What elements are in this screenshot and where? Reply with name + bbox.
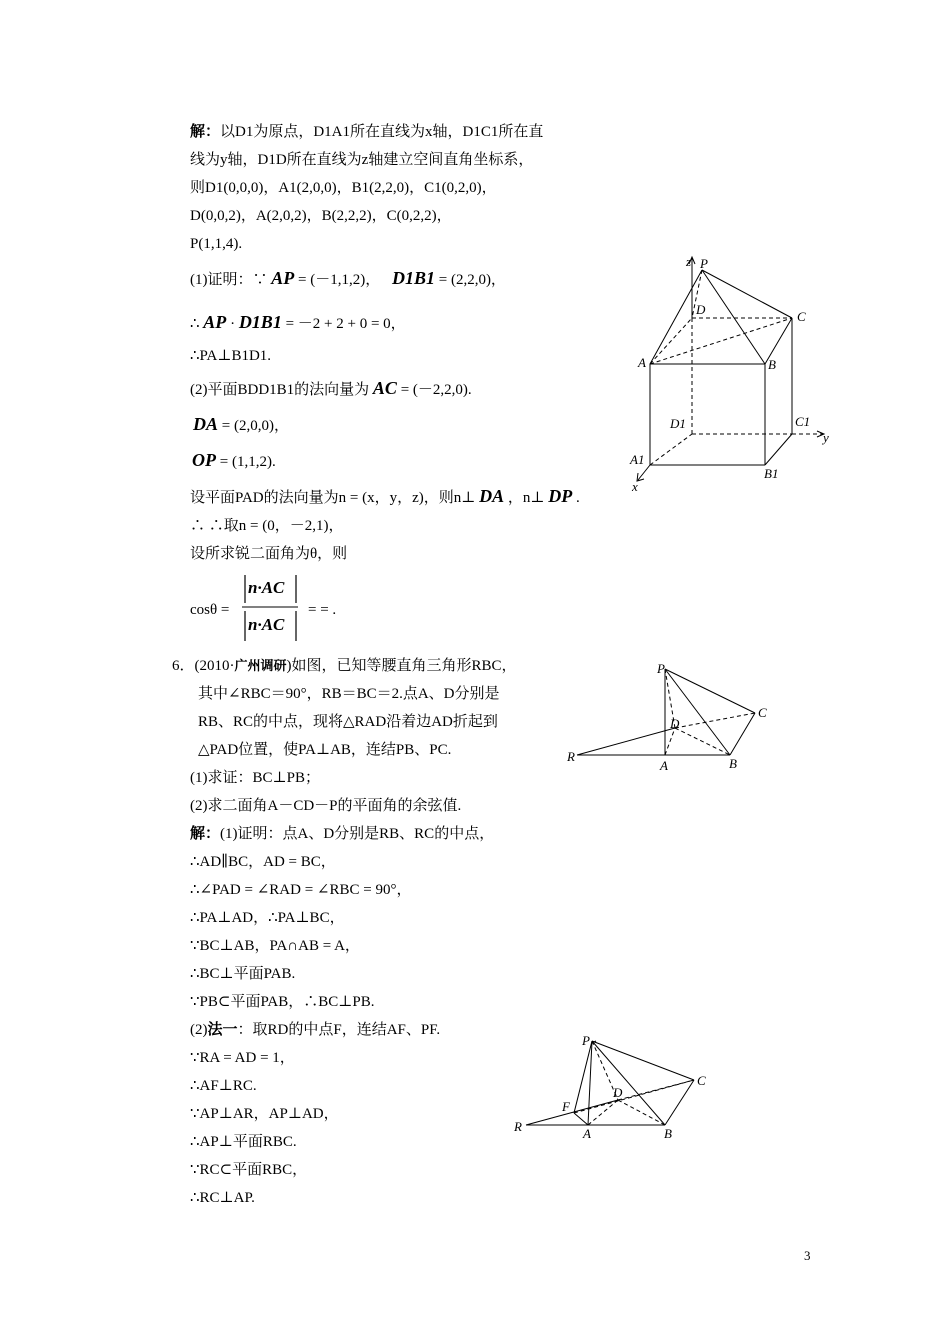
sol6-line5: ∵BC⊥AB，PA∩AB = A， [190, 938, 360, 954]
fig3-label-p: P [582, 1033, 590, 1048]
sol6-line4: ∴PA⊥AD，∴PA⊥BC， [190, 910, 345, 926]
fig1-label-d: D [696, 302, 706, 317]
folded-triangle-figure [565, 655, 790, 775]
prob6-line3: RB、RC的中点，现将△RAD沿着边AD折起到 [198, 714, 498, 730]
fig1-label-x: x [632, 479, 638, 494]
sol5-line5: P(1,1,4). [190, 236, 243, 252]
sol5-dot-product-line: ∴ AP · D1B1 = －2 + 2 + 0 = 0， [190, 312, 406, 332]
sol5-conclusion: ∴PA⊥B1D1. [190, 348, 272, 364]
fig3-label-b: B [664, 1126, 672, 1141]
sol6-line2: ∴AD∥BC，AD = BC， [190, 854, 336, 870]
sol6-line6: ∴BC⊥平面PAB. [190, 966, 296, 982]
sol6-line3: ∴∠PAD = ∠RAD = ∠RBC = 90°， [190, 882, 412, 898]
method-label: 法一 [207, 1022, 238, 1038]
fig2-label-r: R [567, 749, 575, 764]
answer-label: 解： [190, 124, 221, 140]
fig2-label-a: A [660, 758, 668, 773]
sol5-vector-da-line: DA = (2,0,0)， [193, 414, 289, 434]
sol5-normal-vector-line: 设平面PAD的法向量为n = (x，y，z)，则n⊥ DA ，n⊥ DP . [190, 486, 580, 506]
sol5-take-n-line: ∴ ∴取n = (0，－2,1)， [190, 518, 344, 534]
fig3-label-d: D [613, 1085, 623, 1100]
vector-ap: AP [203, 312, 227, 332]
problem-number: 6． [172, 658, 195, 674]
fig3-label-a: A [583, 1126, 591, 1141]
prob6-question1: (1)求证：BC⊥PB； [190, 770, 320, 786]
fig3-label-f: F [562, 1099, 570, 1114]
fig2-label-c: C [758, 705, 767, 720]
sol6-line1: 解：(1)证明：点A、D分别是RB、RC的中点， [190, 826, 495, 842]
vector-da: DA [193, 414, 219, 434]
fig1-label-c: C [797, 309, 806, 324]
sol5-part1-line: (1)证明：∵ AP = (－1,1,2)， D1B1 = (2,2,0)， [190, 268, 506, 288]
sol5-part2-line: (2)平面BDD1B1的法向量为 AC = (－2,2,0). [190, 378, 472, 398]
sol6-line7: ∵PB⊂平面PAB，∴BC⊥PB. [190, 994, 375, 1010]
fig1-label-b1: B1 [764, 466, 779, 481]
sol5-line1: 解：以D1为原点，D1A1所在直线为x轴，D1C1所在直 [190, 124, 544, 140]
fig1-label-a1: A1 [630, 452, 645, 467]
vector-dp: DP [548, 486, 573, 506]
fraction-numerator: n·AC [248, 578, 285, 597]
prob6-line2: 其中∠RBC＝90°，RB＝BC＝2.点A、D分别是 [198, 686, 500, 702]
sol6-line8: (2)法一：取RD的中点F，连结AF、PF. [190, 1022, 441, 1038]
fig1-label-y: y [823, 430, 829, 445]
cube-pyramid-figure [620, 252, 840, 497]
sol5-line3: 则D1(0,0,0)，A1(2,0,0)，B1(2,2,0)，C1(0,2,0)， [190, 180, 497, 196]
sol6-line13: ∵RC⊂平面RBC， [190, 1162, 308, 1178]
sol6-line10: ∴AF⊥RC. [190, 1078, 257, 1094]
sol5-vector-op-line: OP = (1,1,2). [192, 450, 276, 470]
sol6-line12: ∴AP⊥平面RBC. [190, 1134, 297, 1150]
page-number: 3 [804, 1248, 811, 1263]
folded-triangle-with-f-figure [510, 1025, 725, 1145]
sol6-line14: ∴RC⊥AP. [190, 1190, 255, 1206]
vector-ac: AC [372, 378, 397, 398]
prob6-line4: △PAD位置，使PA⊥AB，连结PB、PC. [198, 742, 452, 758]
prob6-line1: 6．(2010·广州调研)如图，已知等腰直角三角形RBC， [172, 658, 517, 674]
fig2-label-p: P [657, 661, 665, 676]
fig1-label-z: z [686, 254, 692, 269]
cos-fraction [240, 573, 302, 643]
sol5-angle-line: 设所求锐二面角为θ，则 [190, 546, 348, 562]
fig1-label-a: A [638, 355, 646, 370]
fig3-label-c: C [697, 1073, 706, 1088]
fig1-label-c1: C1 [795, 414, 811, 429]
sol6-line11: ∵AP⊥AR，AP⊥AD， [190, 1106, 339, 1122]
vector-d1b1: D1B1 [238, 312, 282, 332]
fig2-label-b: B [729, 756, 737, 771]
vector-ap: AP [271, 268, 295, 288]
fig1-label-p: P [700, 256, 708, 271]
answer-label: 解： [190, 826, 221, 842]
sol5-line2: 线为y轴，D1D所在直线为z轴建立空间直角坐标系， [190, 152, 534, 168]
problem-source: 广州调研 [234, 658, 287, 673]
sol6-line9: ∵RA = AD = 1， [190, 1050, 295, 1066]
sol5-line4: D(0,0,2)，A(2,0,2)，B(2,2,2)，C(0,2,2)， [190, 208, 452, 224]
vector-op: OP [192, 450, 216, 470]
cos-label: cosθ = [190, 602, 230, 618]
cos-equals: = = . [308, 602, 337, 618]
fig1-label-d1: D1 [670, 416, 686, 431]
fig3-label-r: R [514, 1119, 522, 1134]
fig2-label-d: D [670, 716, 680, 731]
fig1-label-b: B [768, 357, 776, 372]
vector-da: DA [479, 486, 505, 506]
fraction-denominator: n·AC [248, 615, 285, 634]
vector-d1b1: D1B1 [391, 268, 435, 288]
prob6-question2: (2)求二面角A－CD－P的平面角的余弦值. [190, 798, 462, 814]
